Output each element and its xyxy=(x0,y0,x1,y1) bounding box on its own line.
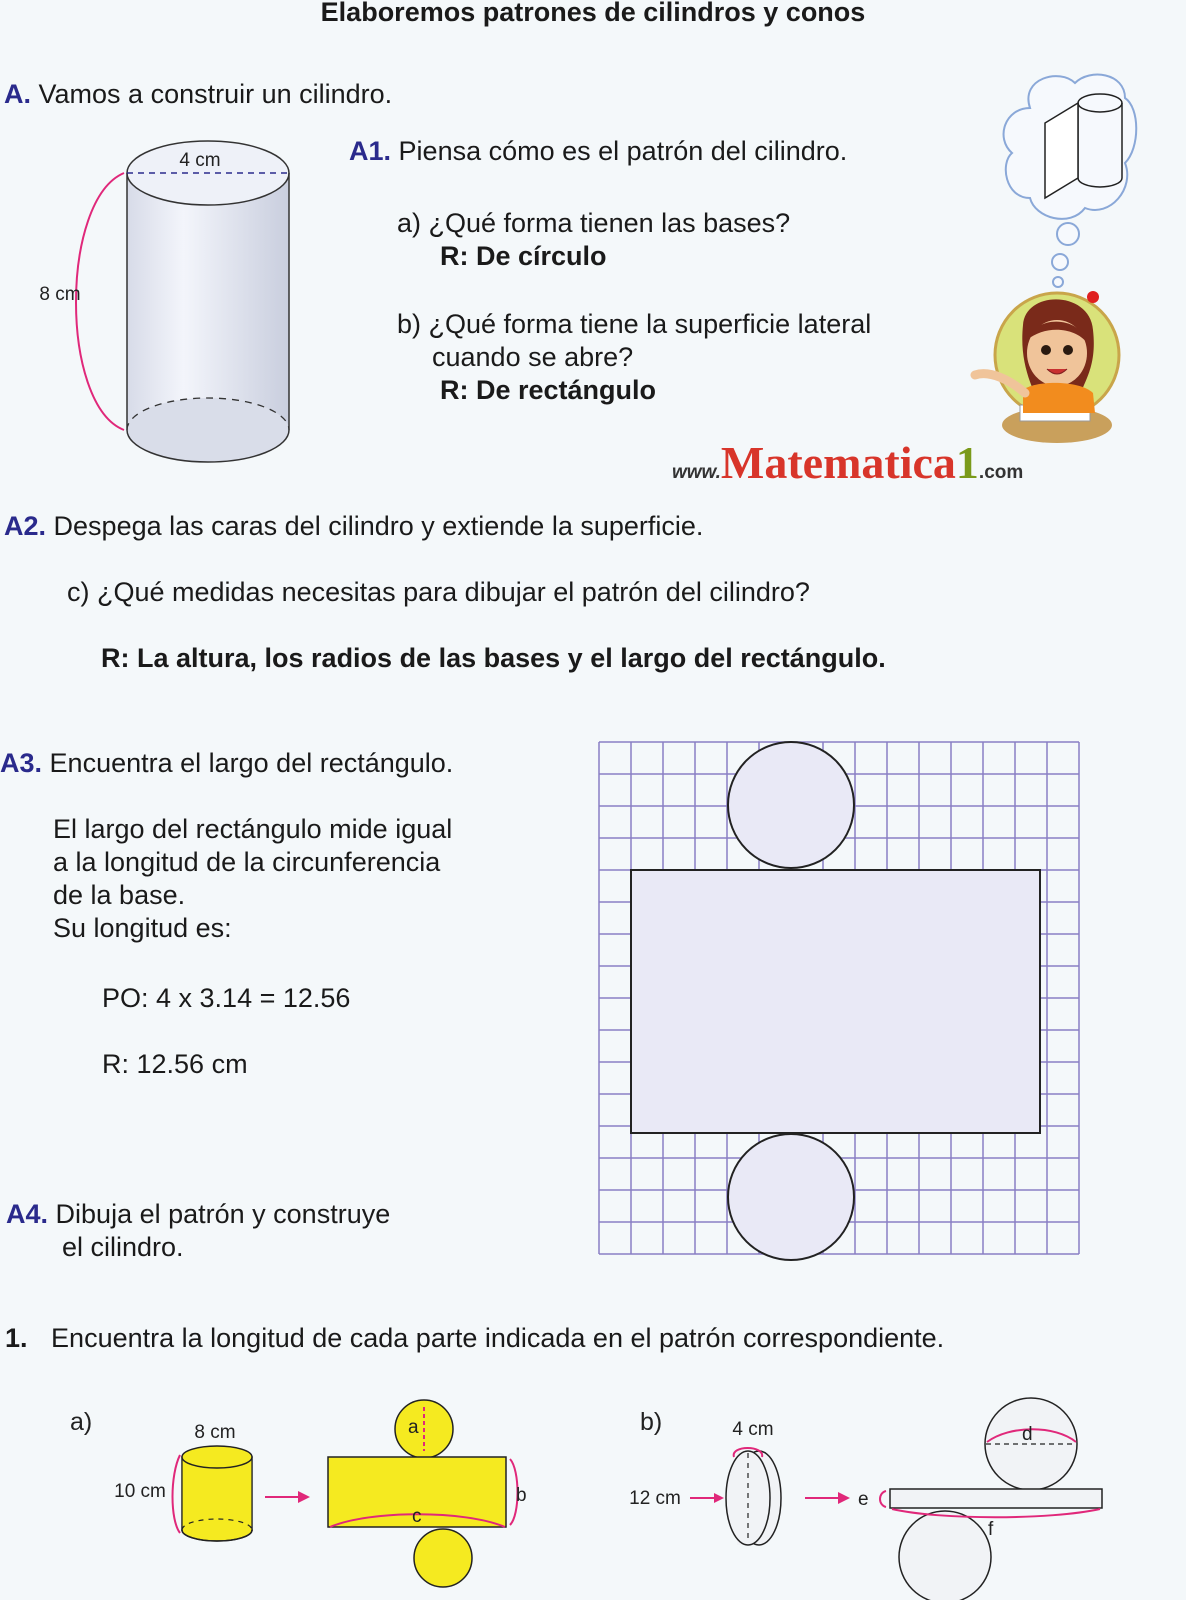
exercise-1-heading xyxy=(5,1322,944,1355)
a3-heading xyxy=(0,747,453,780)
a3-paragraph-line4: Su longitud es: xyxy=(53,913,232,943)
exercise-b-diagram xyxy=(620,1385,1150,1600)
answer-c: R: La altura, los radios de las bases y el largo del rectángulo. xyxy=(101,643,886,673)
exercise-a-width: 8 cm xyxy=(194,1422,236,1443)
logo xyxy=(672,436,1023,489)
exercise-1-text: Encuentra la longitud de cada parte indicada en el patrón correspondiente. xyxy=(51,1323,945,1353)
a1-heading xyxy=(349,135,847,168)
a2-heading xyxy=(4,510,703,543)
part-d: d xyxy=(1022,1424,1033,1445)
logo-suffix: .com xyxy=(978,462,1024,483)
a2-label: A2. xyxy=(4,511,47,541)
girl-illustration xyxy=(965,285,1130,450)
part-f: f xyxy=(988,1519,994,1540)
a4-line2: el cilindro. xyxy=(62,1232,184,1262)
logo-name: Matematica xyxy=(720,437,956,488)
net-top-circle xyxy=(728,742,854,868)
question-a: a) ¿Qué forma tienen las bases? xyxy=(397,208,791,238)
cylinder-body xyxy=(127,173,289,430)
exercise-1-number: 1. xyxy=(5,1323,28,1353)
section-a-label: A. xyxy=(4,79,31,109)
a1-label: A1. xyxy=(349,136,392,166)
a2-text: Despega las caras del cilindro y extiende la superficie. xyxy=(53,511,704,541)
logo-prefix: www. xyxy=(672,462,721,483)
a3-paragraph-line3: de la base. xyxy=(53,880,186,910)
question-b-line1: b) ¿Qué forma tiene la superficie lateral xyxy=(397,309,872,339)
part-e: e xyxy=(858,1489,869,1510)
height-arc xyxy=(76,173,124,430)
cylinder-diagram xyxy=(20,130,310,470)
exercise-b-label: b) xyxy=(640,1408,663,1436)
net-b-bottom-circle xyxy=(899,1511,991,1600)
exercise-a-height: 10 cm xyxy=(114,1481,166,1502)
thought-cloud xyxy=(1000,68,1140,293)
a3-text: Encuentra el largo del rectángulo. xyxy=(49,748,454,778)
exercise-a-label: a) xyxy=(70,1408,93,1436)
a1-text: Piensa cómo es el patrón del cilindro. xyxy=(398,136,848,166)
a3-label: A3. xyxy=(0,748,43,778)
question-b-line2: cuando se abre? xyxy=(432,342,634,372)
part-b: b xyxy=(516,1485,527,1506)
a3-paragraph-line2: a la longitud de la circunferencia xyxy=(53,847,441,877)
a3-paragraph-line1: El largo del rectángulo mide igual xyxy=(53,814,453,844)
a3-result: R: 12.56 cm xyxy=(102,1049,248,1079)
answer-a: R: De círculo xyxy=(440,241,607,271)
a4-label: A4. xyxy=(6,1199,49,1229)
section-a-text: Vamos a construir un cilindro. xyxy=(38,79,393,109)
exercise-b-width: 4 cm xyxy=(732,1419,774,1440)
net-rectangle xyxy=(631,870,1040,1133)
height-label: 8 cm xyxy=(39,284,81,305)
section-a xyxy=(4,78,392,111)
net-b-rectangle xyxy=(890,1489,1102,1508)
answer-b: R: De rectángulo xyxy=(440,375,657,405)
cylinder-net-grid xyxy=(597,740,1089,1266)
part-a: a xyxy=(408,1417,419,1438)
exercise-b-height: 12 cm xyxy=(629,1488,681,1509)
exercise-a-diagram xyxy=(60,1395,550,1600)
diameter-label: 4 cm xyxy=(179,150,221,171)
a4-heading xyxy=(6,1198,390,1231)
part-c: c xyxy=(412,1506,422,1527)
net-bottom-circle xyxy=(728,1134,854,1260)
a3-operation: PO: 4 x 3.14 = 12.56 xyxy=(102,983,351,1013)
net-a-bottom-circle xyxy=(414,1529,472,1587)
a4-line1: Dibuja el patrón y construye xyxy=(55,1199,391,1229)
question-c: c) ¿Qué medidas necesitas para dibujar el patrón del cilindro? xyxy=(67,577,810,607)
logo-one: 1 xyxy=(955,437,979,488)
page-title: Elaboremos patrones de cilindros y conos xyxy=(320,0,866,27)
